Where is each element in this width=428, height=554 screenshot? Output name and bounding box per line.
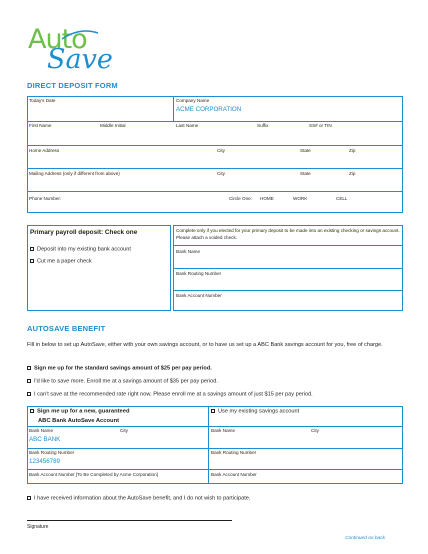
existing-savings-checkbox[interactable] [211,409,215,413]
check-checkbox[interactable] [30,259,34,263]
existing-savings-option[interactable]: Use my existing savings account [211,409,299,415]
logo-swoosh-icon [60,29,100,43]
more-checkbox[interactable] [27,379,31,383]
company-name-label: Company Name [176,98,210,103]
new-account-option[interactable]: Sign me up for a new, guaranteed [30,409,130,415]
option-more[interactable]: I'd like to save more. Enroll me at a savings amount of $35 per pay period. [27,379,218,385]
phone-type-home[interactable]: HOME [260,196,274,201]
payroll-heading: Primary payroll deposit: Check one [30,229,138,236]
payroll-bank-name-label: Bank Name [176,249,201,254]
payroll-option-deposit[interactable]: Deposit into my existing bank account [30,247,131,253]
decline-option[interactable]: I have received information about the AutoSave benefit, and I do not wish to participate. [27,496,250,502]
benefit-intro: Fill in below to set up AutoSave, either with your own savings account, or to have us set up a ABC Bank savings account for you, free of charge. [27,342,383,348]
mailing-address-label: Mailing Address (only if different from above) [29,171,120,176]
suffix-label: Suffix [257,123,269,128]
new-routing-value: 123456789 [29,458,60,465]
standard-checkbox[interactable] [27,366,31,370]
home-address-label: Home Address [29,148,60,153]
last-name-label: Last Name [176,123,199,128]
ssn-label: SS# or TIN [309,123,332,128]
new-routing-label: Bank Routing Number [29,450,75,455]
phone-label: Phone Number: [29,196,62,201]
phone-type-work[interactable]: WORK [293,196,308,201]
signature-line[interactable] [27,520,232,521]
existing-bank-name-label: Bank Name [211,428,236,433]
existing-account-number-label: Bank Account Number [211,472,257,477]
option-standard[interactable]: Sign me up for the standard savings amount of $25 per pay period. [27,366,212,372]
new-account-number-label: Bank Account Number [To Be Completed by Acme Corporation] [29,472,158,477]
payroll-choice-box [27,225,171,311]
todays-date-label: Today's Date [29,98,56,103]
mailing-city-label: City [217,171,225,176]
payroll-instructions: Complete only if you elected for your primary deposit to be made into an existing checking or savings account. Please attach a voided check. [176,228,400,240]
new-city-label: City [120,428,128,433]
new-bank-name-value: ABC BANK [29,436,61,443]
decline-checkbox[interactable] [27,496,31,500]
existing-city-label: City [311,428,319,433]
first-name-label: First Name [29,123,52,128]
phone-type-cell[interactable]: CELL [336,196,348,201]
new-account-checkbox[interactable] [30,409,34,413]
continued-on-back: Continued on back [345,536,386,541]
circle-one-label: Circle One: [229,196,252,201]
benefit-heading: AUTOSAVE BENEFIT [27,324,106,333]
new-account-heading-line2: ABC Bank AutoSave Account [38,418,120,424]
payroll-option-check[interactable]: Cut me a paper check [30,259,92,265]
logo-auto: Auto [28,24,87,55]
existing-routing-label: Bank Routing Number [211,450,257,455]
new-bank-name-label: Bank Name [29,428,54,433]
home-zip-label: Zip [349,148,356,153]
signature-label: Signature [27,524,49,530]
logo-save: Save [47,44,113,75]
home-state-label: State [300,148,311,153]
company-name-value: ACME CORPORATION [176,106,242,113]
middle-initial-label: Middle Initial [100,123,126,128]
home-city-label: City [217,148,225,153]
option-less[interactable]: I can't save at the recommended rate right now. Please enroll me at a savings amount of just $15 per pay period. [27,392,313,398]
form-title: DIRECT DEPOSIT FORM [27,81,118,90]
mailing-zip-label: Zip [349,171,356,176]
payroll-account-label: Bank Account Number [176,293,222,298]
deposit-checkbox[interactable] [30,247,34,251]
payroll-routing-label: Bank Routing Number [176,271,222,276]
less-checkbox[interactable] [27,392,31,396]
mailing-state-label: State [300,171,311,176]
